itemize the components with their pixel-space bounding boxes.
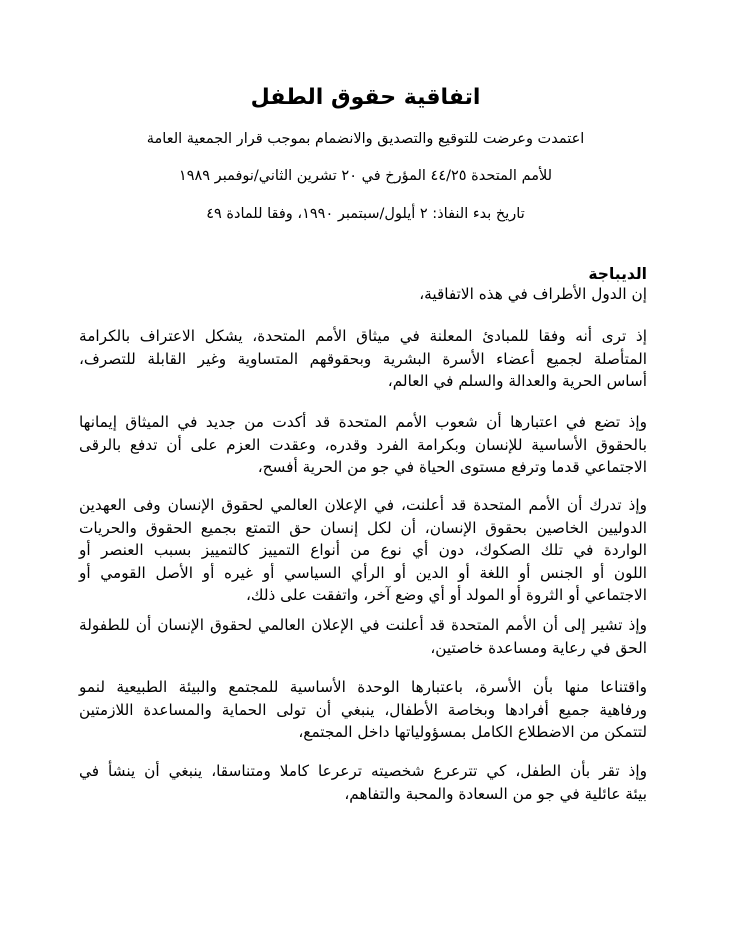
paragraph-line: وإذ تقر بأن الطفل، كي تترعرع شخصيته ترعرعا كاملا ومتناسقا، ينبغي أن ينشأ في xyxy=(79,762,647,780)
paragraph-line: واقتناعا منها بأن الأسرة، باعتبارها الوحدة الأساسية للمجتمع والبيئة الطبيعية لنمو xyxy=(79,678,647,696)
paragraph-line: الحق في رعاية ومساعدة خاصتين، xyxy=(430,638,647,657)
preamble-paragraph xyxy=(79,325,647,393)
paragraph-line: بيئة عائلية في جو من السعادة والمحبة والتفاهم، xyxy=(344,784,647,803)
paragraph-line: الاجتماعي أو الثروة أو المولد أو أي وضع آخر، واتفقت على ذلك، xyxy=(246,586,647,604)
paragraph-line: الاجتماعي قدما وترفع مستوى الحياة في جو من الحرية أفسح، xyxy=(257,458,647,476)
paragraph-line: أساس الحرية والعدالة والسلم في العالم، xyxy=(387,372,647,390)
paragraph-line: لتتمكن من الاضطلاع الكامل بمسؤولياتها داخل المجتمع، xyxy=(298,723,647,741)
paragraph-line: الواردة في تلك الصكوك، دون أي نوع من أنواع التمييز كالتمييز بسبب العنصر أو xyxy=(79,541,647,559)
preamble-heading: الديباجة xyxy=(588,265,647,283)
preamble-paragraph xyxy=(79,760,647,805)
paragraph-line: إذ ترى أنه وفقا للمبادئ المعلنة في ميثاق الأمم المتحدة، يشكل الاعتراف بالكرامة xyxy=(79,327,647,345)
paragraph-line: الدوليين الخاصين بحقوق الإنسان، أن لكل إنسان حق التمتع بجميع الحقوق والحريات xyxy=(79,518,647,537)
preamble-paragraph xyxy=(79,494,647,607)
adoption-line-1: اعتمدت وعرضت للتوقيع والتصديق والانضمام بموجب قرار الجمعية العامة xyxy=(146,131,585,147)
paragraph-line: اللون أو الجنس أو اللغة أو الدين أو الرأي السياسي أو غيره أو الأصل القومي أو xyxy=(79,563,647,582)
paragraph-line: إن الدول الأطراف في هذه الاتفاقية، xyxy=(419,285,647,303)
paragraph-line: ورفاهية جميع أفرادها وبخاصة الأطفال، ينبغي أن تولى الحماية والمساعدة اللازمتين xyxy=(79,700,647,719)
document-title: اتفاقية حقوق الطفل xyxy=(250,85,481,110)
preamble-paragraph xyxy=(79,676,647,744)
paragraph-line: المتأصلة لجميع أعضاء الأسرة البشرية وبحقوقهم المتساوية وغير القابلة للتصرف، xyxy=(79,349,647,368)
paragraph-line: وإذ تضع في اعتبارها أن شعوب الأمم المتحدة قد أكدت من جديد في الميثاق إيمانها xyxy=(79,413,647,431)
adoption-line-2: للأمم المتحدة ٤٤/٢٥ المؤرخ في ٢٠ تشرين الثاني/نوفمبر ١٩٨٩ xyxy=(178,168,553,184)
entry-into-force: تاريخ بدء النفاذ: ٢ أيلول/سبتمبر ١٩٩٠، وفقا للمادة ٤٩ xyxy=(206,206,525,222)
paragraph-line: وإذ تشير إلى أن الأمم المتحدة قد أعلنت في الإعلان العالمي لحقوق الإنسان أن للطفولة xyxy=(79,616,647,634)
preamble-paragraph xyxy=(79,614,647,659)
paragraph-line: وإذ تدرك أن الأمم المتحدة قد أعلنت، في الإعلان العالمي لحقوق الإنسان وفى العهدين xyxy=(79,496,647,514)
paragraph-line: بالحقوق الأساسية للإنسان وبكرامة الفرد وقدره، وعقدت العزم على أن تدفع بالرقى xyxy=(79,435,647,454)
preamble-paragraph xyxy=(79,411,647,479)
preamble-paragraph xyxy=(79,283,647,306)
